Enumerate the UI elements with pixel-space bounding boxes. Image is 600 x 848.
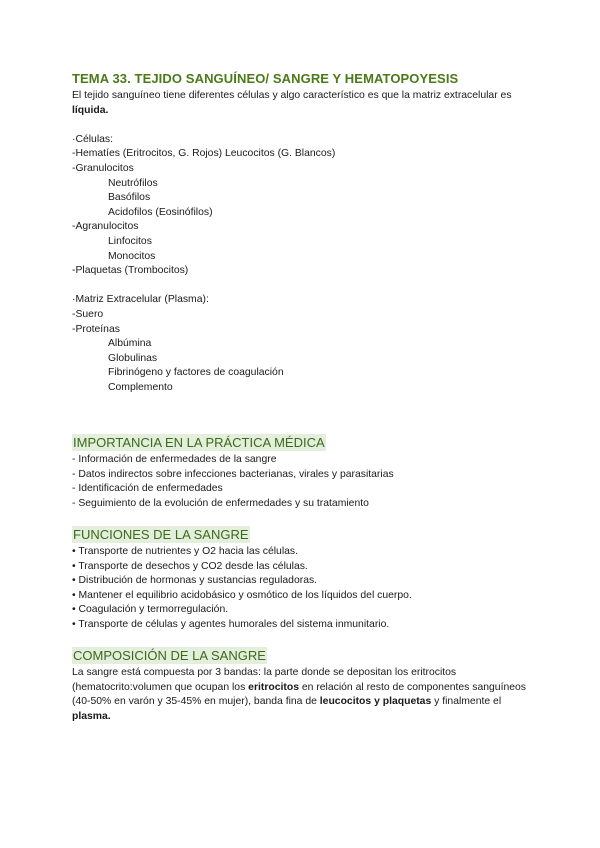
list-item: - Información de enfermedades de la sangre xyxy=(72,454,277,466)
list-item: Neutrófilos xyxy=(108,177,158,189)
intro-text: El tejido sanguíneo tiene diferentes células y algo característico es que la matriz extracelular es xyxy=(72,90,512,101)
list-item: Acidofilos (Eosinófilos) xyxy=(108,206,213,218)
document-content xyxy=(72,70,542,725)
list-item: • Distribución de hormonas y sustancias reguladoras. xyxy=(72,575,318,587)
composition-bold-1: eritrocitos xyxy=(248,681,299,693)
list-item: Basófilos xyxy=(108,192,151,204)
cells-list xyxy=(72,147,542,278)
list-item: -Suero xyxy=(72,308,104,320)
list-item: • Coagulación y termorregulación. xyxy=(72,604,229,616)
list-item: • Transporte de desechos y CO2 desde las células. xyxy=(72,560,308,572)
list-item: Monocitos xyxy=(108,250,156,262)
list-item: Linfocitos xyxy=(108,235,152,247)
composition-bold-2: leucocitos y plaquetas xyxy=(319,696,432,708)
composition-text-3: y finalmente el xyxy=(431,696,502,708)
matrix-heading: ·Matriz Extracelular (Plasma): xyxy=(72,294,209,306)
list-item: • Transporte de células y agentes humorales del sistema inmunitario. xyxy=(72,619,390,630)
matrix-list xyxy=(72,308,542,396)
list-item: Albúmina xyxy=(108,338,152,350)
list-item: -Agranulocitos xyxy=(72,221,139,233)
functions-list xyxy=(72,545,542,633)
list-item: Fibrinógeno y factores de coagulación xyxy=(108,367,284,379)
list-item: - Datos indirectos sobre infecciones bacterianas, virales y parasitarias xyxy=(72,468,394,480)
intro-paragraph xyxy=(72,89,542,118)
list-item: Globulinas xyxy=(108,352,158,364)
list-item: • Mantener el equilibrio acidobásico y osmótico de los líquidos del cuerpo. xyxy=(72,589,412,601)
composition-paragraph xyxy=(72,666,542,724)
document-title: TEMA 33. TEJIDO SANGUÍNEO/ SANGRE Y HEMATOPOYESIS xyxy=(72,71,459,86)
importance-list xyxy=(72,453,542,511)
composition-text-2: en relación al resto de componentes sanguíneos (40-50% en varón y 35-45% en mujer), banda fina de xyxy=(72,681,526,708)
list-item: -Plaquetas (Trombocitos) xyxy=(72,265,189,277)
functions-heading: FUNCIONES DE LA SANGRE xyxy=(73,527,249,543)
list-item: • Transporte de nutrientes y O2 hacia las células. xyxy=(72,546,299,558)
cells-heading: ·Células: xyxy=(72,133,113,145)
list-item: - Seguimiento de la evolución de enfermedades y su tratamiento xyxy=(72,497,369,509)
list-item: -Proteínas xyxy=(72,323,120,335)
list-item: -Hematíes (Eritrocitos, G. Rojos) Leucocitos (G. Blancos) xyxy=(72,148,336,160)
list-item: Complemento xyxy=(108,381,173,393)
composition-heading: COMPOSICIÓN DE LA SANGRE xyxy=(73,648,266,664)
composition-bold-3: plasma. xyxy=(72,710,111,722)
list-item: -Granulocitos xyxy=(72,162,134,174)
importance-heading: IMPORTANCIA EN LA PRÁCTICA MÉDICA xyxy=(73,435,325,451)
intro-bold: líquida. xyxy=(72,104,109,116)
list-item: - Identificación de enfermedades xyxy=(72,483,223,495)
composition-text-1: La sangre está compuesta por 3 bandas: la parte donde se depositan los eritrocitos (hematocrito:volumen que ocupan los xyxy=(72,667,457,693)
